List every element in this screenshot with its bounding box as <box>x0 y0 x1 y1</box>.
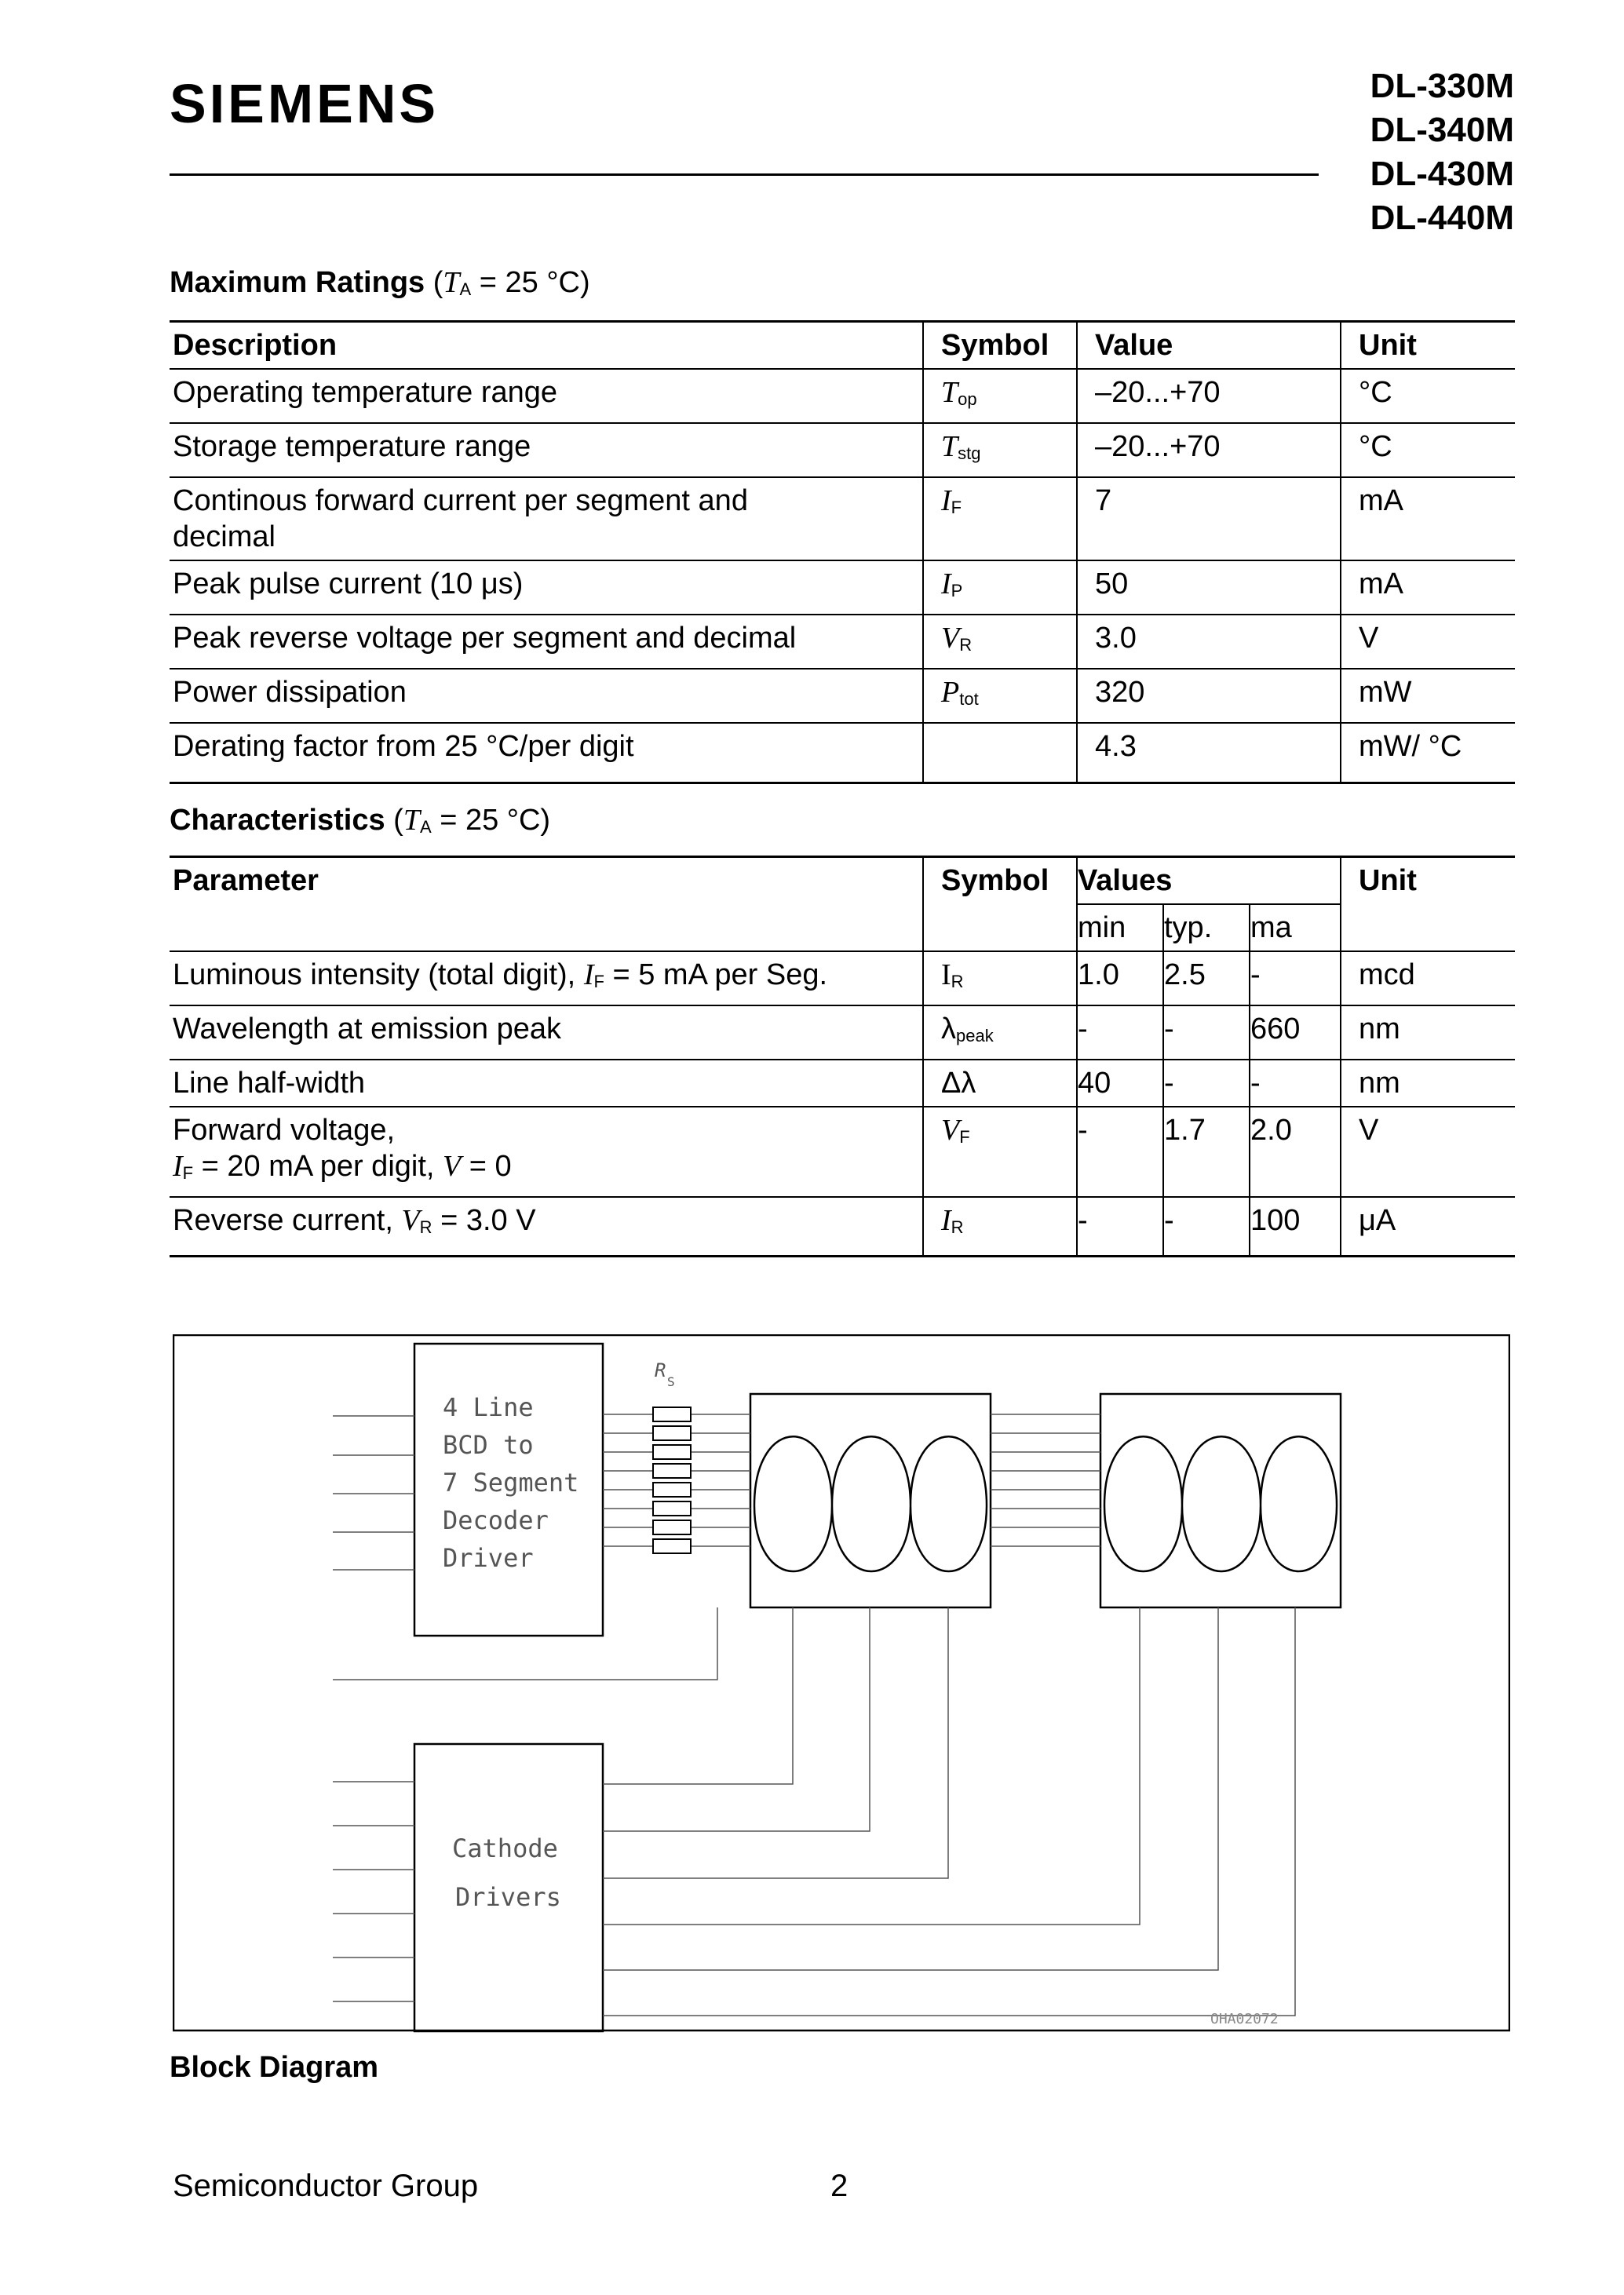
model-list <box>1370 64 1514 240</box>
page-number: 2 <box>830 2169 848 2203</box>
decoder-line-4: Decoder <box>443 1505 549 1535</box>
header-parameter: Parameter <box>170 857 923 952</box>
table-row: Storage temperature range Tstg –20...+70 °C <box>170 423 1515 477</box>
table-row: Reverse current, VR = 3.0 V IR - - 100 μA <box>170 1197 1515 1257</box>
table-header-row <box>170 857 1515 905</box>
display-2 <box>1100 1394 1341 1607</box>
table-row: Peak reverse voltage per segment and decimal VR 3.0 V <box>170 615 1515 669</box>
header-symbol: Symbol <box>923 857 1077 952</box>
characteristics-table <box>170 856 1515 1257</box>
header-max: ma <box>1250 904 1341 951</box>
diagram-code: OHA02072 <box>1210 2011 1279 2027</box>
model-4: DL-440M <box>1370 199 1514 237</box>
display-2-segments <box>1104 1436 1337 1571</box>
model-2: DL-340M <box>1370 111 1514 149</box>
table-row: Wavelength at emission peak λpeak - - 660 nm <box>170 1005 1515 1060</box>
display-1-segments <box>754 1436 987 1571</box>
siemens-logo: SIEMENS <box>170 73 440 134</box>
max-ratings-title: Maximum Ratings (TA = 25 °C) <box>170 266 590 299</box>
model-1: DL-330M <box>1370 67 1514 105</box>
decoder-line-1: 4 Line <box>443 1392 534 1422</box>
header-typ: typ. <box>1163 904 1250 951</box>
header-min: min <box>1077 904 1163 951</box>
block-diagram-caption: Block Diagram <box>170 2051 379 2084</box>
cathode-line-1: Cathode <box>452 1833 558 1863</box>
table-row: Continous forward current per segment and decimal IF 7 mA <box>170 477 1515 560</box>
table-row: Line half-width Δλ 40 - - nm <box>170 1060 1515 1107</box>
table-row: Operating temperature range Top –20...+70 °C <box>170 369 1515 423</box>
characteristics-title: Characteristics (TA = 25 °C) <box>170 804 551 837</box>
decoder-line-3: 7 Segment <box>443 1468 579 1498</box>
resistor-sub: S <box>667 1374 675 1389</box>
resistor-label: R <box>655 1359 666 1381</box>
header-unit: Unit <box>1341 322 1515 370</box>
block-diagram <box>173 1334 1510 2033</box>
table-row: Peak pulse current (10 μs) IP 50 mA <box>170 560 1515 615</box>
cathode-line-2: Drivers <box>455 1882 561 1912</box>
table-row: Forward voltage, IF = 20 mA per digit, V = 0 VF - 1.7 2.0 V <box>170 1107 1515 1197</box>
table-header-row <box>170 322 1515 370</box>
table-row: Luminous intensity (total digit), IF = 5 mA per Seg. IR 1.0 2.5 - mcd <box>170 951 1515 1005</box>
table-row: Power dissipation Ptot 320 mW <box>170 669 1515 723</box>
header-value: Value <box>1077 322 1341 370</box>
display-1 <box>750 1394 991 1607</box>
footer-group: Semiconductor Group <box>173 2169 479 2203</box>
decoder-line-2: BCD to <box>443 1430 534 1460</box>
header-symbol: Symbol <box>923 322 1077 370</box>
header-description: Description <box>173 329 338 362</box>
decoder-line-5: Driver <box>443 1543 534 1573</box>
model-3: DL-430M <box>1370 155 1514 193</box>
table-row: Derating factor from 25 °C/per digit 4.3 mW/ °C <box>170 723 1515 783</box>
header-rule <box>170 173 1319 176</box>
max-ratings-table <box>170 320 1515 784</box>
header-unit: Unit <box>1341 857 1515 952</box>
header-values: Values <box>1077 857 1341 905</box>
